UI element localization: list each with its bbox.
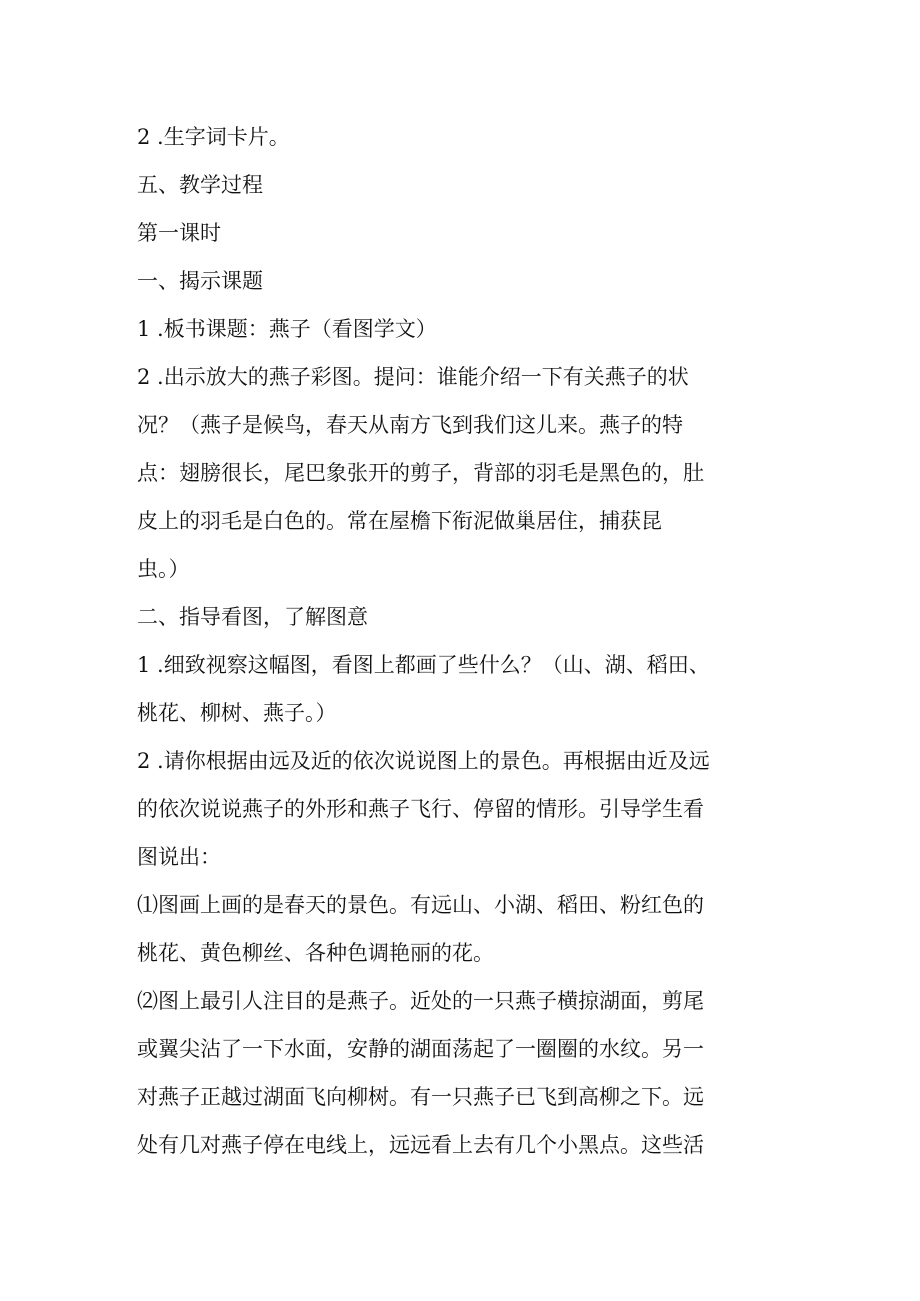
text-line: 2 .出示放大的燕子彩图。提问：谁能介绍一下有关燕子的状 [137,365,689,389]
text-line: ⑴图画上画的是春天的景色。有远山、小湖、稻田、粉红色的 [137,893,704,917]
text-line: 2 .生字词卡片。 [137,125,290,149]
text-line: 图说出： [137,845,221,869]
text-line: 2 .请你根据由远及近的依次说说图上的景色。再根据由近及远 [137,749,710,773]
text-line: 皮上的羽毛是白色的。常在屋檐下衔泥做巢居住，捕获昆 [137,509,662,533]
text-line: 桃花、柳树、燕子。） [137,701,337,725]
text-line: 况？（燕子是候鸟，春天从南方飞到我们这儿来。燕子的特 [137,413,683,437]
text-line: 处有几对燕子停在电线上，远远看上去有几个小黑点。这些活 [137,1133,704,1157]
lesson-heading: 第一课时 [137,221,221,245]
section-heading: 一、揭示课题 [137,269,263,293]
text-line: 桃花、黄色柳丝、各种色调艳丽的花。 [137,941,494,965]
text-line: 或翼尖沾了一下水面，安静的湖面荡起了一圈圈的水纹。另一 [137,1037,704,1061]
section-heading: 二、指导看图，了解图意 [137,605,368,629]
text-line: 对燕子正越过湖面飞向柳树。有一只燕子已飞到高柳之下。远 [137,1085,704,1109]
section-heading: 五、教学过程 [137,173,263,197]
text-line: 点：翅膀很长，尾巴象张开的剪子，背部的羽毛是黑色的，肚 [137,461,704,485]
document-body [137,113,782,1169]
text-line: ⑵图上最引人注目的是燕子。近处的一只燕子横掠湖面，剪尾 [137,989,704,1013]
text-line: 虫。） [137,557,190,581]
text-line: 1 .细致视察这幅图，看图上都画了些什么？（山、湖、稻田、 [137,653,710,677]
text-line: 1 .板书课题：燕子（看图学文） [137,317,437,341]
text-line: 的依次说说燕子的外形和燕子飞行、停留的情形。引导学生看 [137,797,704,821]
